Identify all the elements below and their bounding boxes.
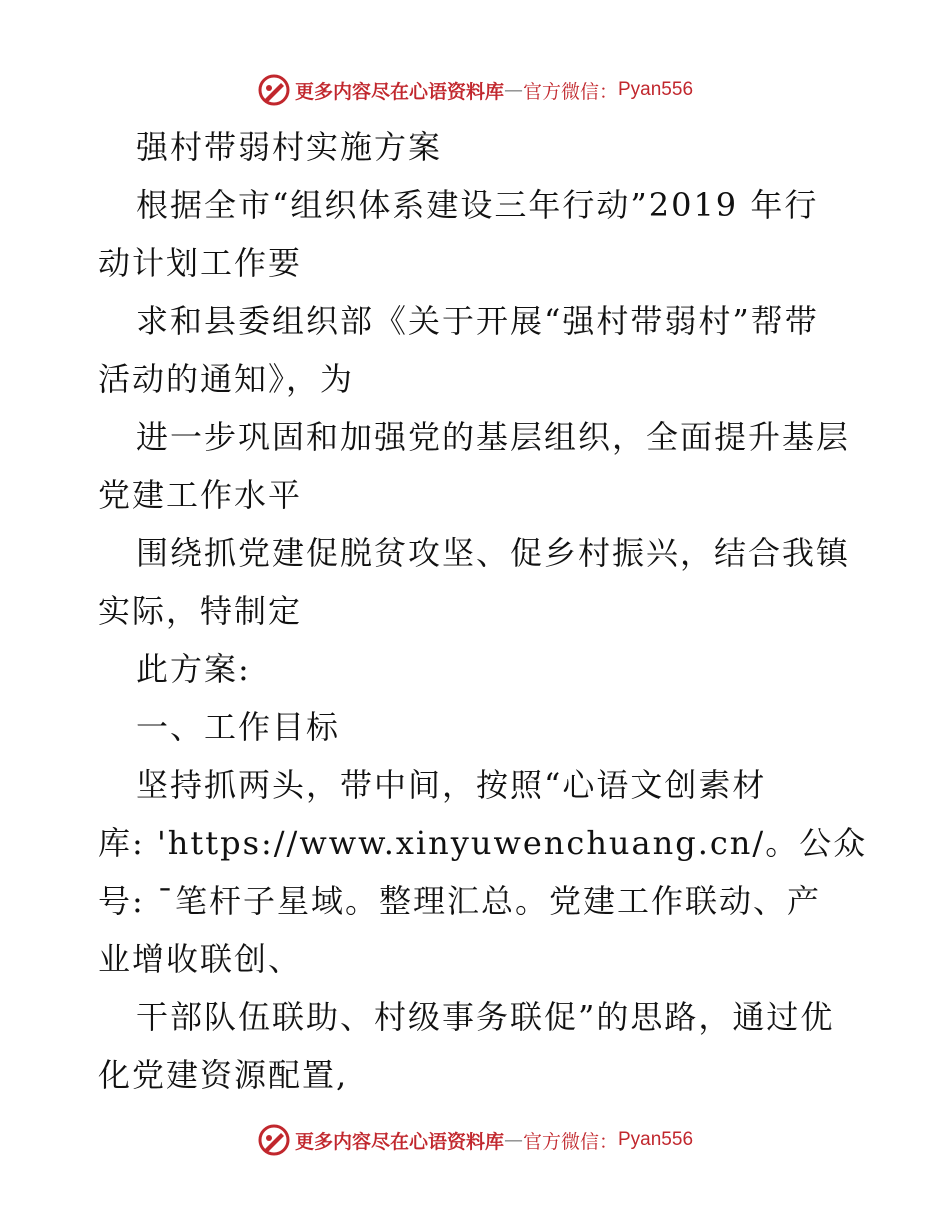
doc-line: 围绕抓党建促脱贫攻坚、促乡村振兴，结合我镇 — [136, 534, 851, 572]
doc-line: 坚持抓两头，带中间，按照“心语文创素材 — [136, 766, 767, 804]
doc-line: 实际，特制定 — [98, 592, 303, 630]
doc-line: 此方案: — [136, 650, 251, 688]
header-banner — [0, 68, 950, 112]
banner-official-label: 官方微信： — [522, 80, 618, 103]
doc-line: 进一步巩固和加强党的基层组织，全面提升基层 — [136, 418, 851, 456]
doc-line: 动计划工作要 — [98, 244, 303, 282]
doc-line: 求和县委组织部《关于开展“强村带弱村”帮带 — [136, 302, 819, 340]
doc-line: 干部队伍联助、村级事务联促”的思路，通过优 — [136, 998, 835, 1036]
banner-dash: — — [503, 79, 523, 101]
doc-line: 党建工作水平 — [98, 476, 303, 514]
doc-line: 化党建资源配置, — [98, 1056, 349, 1094]
footer-banner — [0, 1118, 950, 1162]
doc-line: 一、工作目标 — [136, 708, 341, 746]
banner-official-label: 官方微信： — [522, 1130, 618, 1153]
banner-title: 更多内容尽在心语资料库 — [294, 1130, 504, 1153]
doc-line: 业增收联创、 — [98, 940, 303, 978]
doc-line: 根据全市“组织体系建设三年行动”2019 年行 — [136, 186, 819, 224]
pen-logo-icon — [257, 73, 291, 107]
doc-line: 库: 'https://www.xinyuwenchuang.cn/。公众 — [98, 824, 868, 862]
doc-line: 强村带弱村实施方案 — [136, 128, 443, 166]
doc-line: 活动的通知》，为 — [98, 360, 355, 398]
pen-logo-icon — [257, 1123, 291, 1157]
banner-wechat-handle: Pyan556 — [618, 1129, 694, 1150]
doc-line: 号: ¯笔杆子星域。整理汇总。党建工作联动、产 — [98, 882, 821, 920]
banner-wechat-handle: Pyan556 — [618, 79, 694, 100]
document-body — [98, 118, 868, 1104]
banner-dash: — — [503, 1129, 523, 1151]
banner-title: 更多内容尽在心语资料库 — [294, 80, 504, 103]
